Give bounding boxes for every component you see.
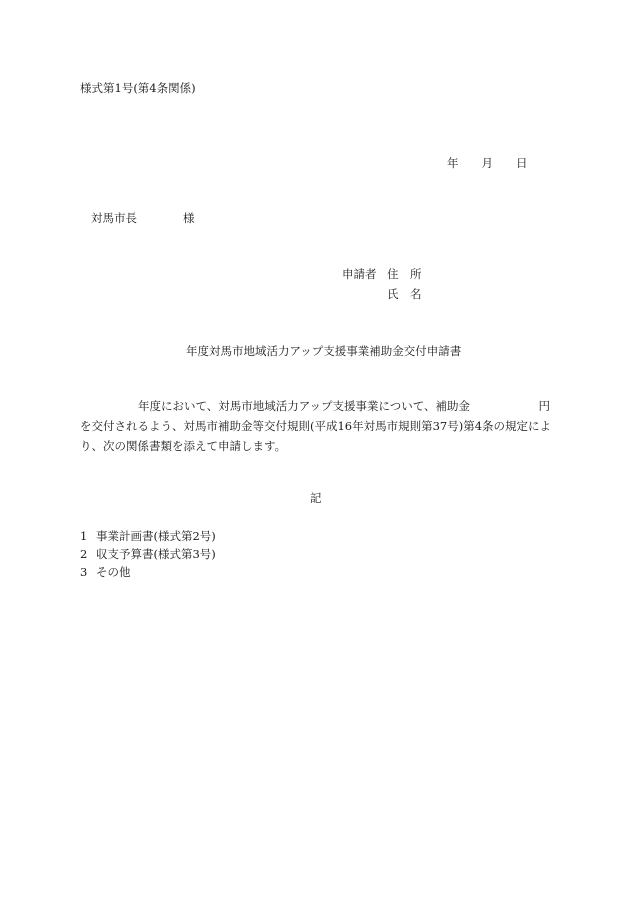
addressee-name: 対馬市長	[91, 211, 137, 225]
application-body	[80, 396, 550, 456]
attachment-list	[80, 527, 216, 581]
date-month-label: 月	[481, 156, 493, 170]
attachment-number: 1	[80, 529, 88, 543]
attachment-label: その他	[96, 565, 131, 579]
addressee-honorific: 様	[183, 211, 195, 225]
applicant-label: 申請者	[342, 267, 377, 281]
applicant-address-label: 住 所	[387, 267, 422, 281]
form-number: 様式第1号(第4条関係)	[80, 81, 196, 95]
ki-heading: 記	[310, 491, 322, 505]
attachment-label: 収支予算書(様式第3号)	[96, 547, 216, 561]
applicant-name-label: 氏 名	[387, 287, 422, 301]
applicant-block	[342, 266, 422, 306]
date-day-label: 日	[516, 156, 528, 170]
attachment-number: 2	[80, 547, 88, 561]
document-title: 年度対馬市地域活力アップ支援事業補助金交付申請書	[186, 344, 462, 358]
date-year-label: 年	[447, 156, 459, 170]
date-line	[447, 155, 528, 171]
body-line-2: を交付されるよう、対馬市補助金等交付規則(平成16年対馬市規則第37号)第4条の規定によ	[80, 419, 552, 433]
body-line-1	[80, 396, 550, 416]
body-line-3: り、次の関係書類を添えて申請します。	[80, 439, 287, 453]
attachment-item	[80, 563, 216, 581]
attachment-item	[80, 527, 216, 545]
applicant-address-row	[342, 266, 422, 286]
body-line-1-yen: 円	[538, 399, 550, 413]
body-line-1-text: 年度において、対馬市地域活力アップ支援事業について、補助金	[138, 399, 471, 413]
attachment-item	[80, 545, 216, 563]
addressee	[91, 210, 195, 226]
attachment-label: 事業計画書(様式第2号)	[96, 529, 216, 543]
attachment-number: 3	[80, 565, 88, 579]
applicant-name-row	[342, 286, 422, 306]
